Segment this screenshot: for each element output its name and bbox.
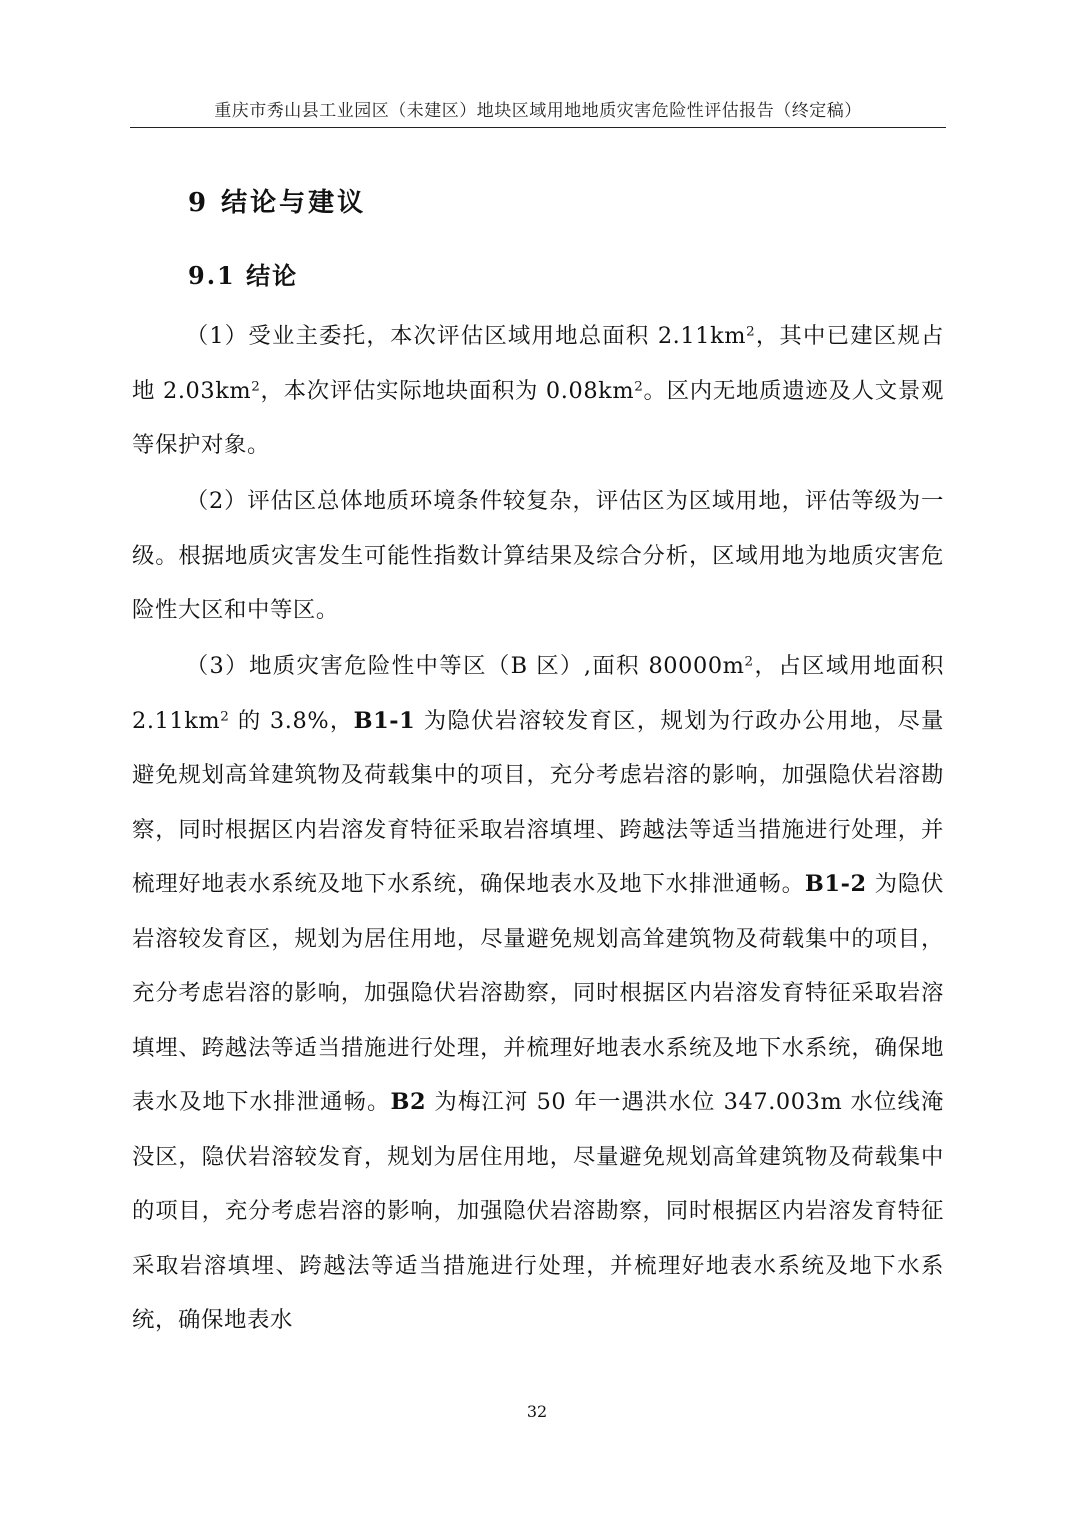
p1-sup-2: 2 — [251, 379, 261, 395]
p1-text-d: 。区内无地质遗迹及人文景观等保护对象。 — [132, 377, 945, 458]
subsection-heading: 9.1 结论 — [188, 261, 299, 290]
running-header: 重庆市秀山县工业园区（未建区）地块区域用地地质灾害危险性评估报告（终定稿） — [214, 101, 862, 121]
p3-text-e: 为隐伏岩溶较发育区，规划为居住用地，尽量避免规划高耸建筑物及荷载集中的项目，充分考虑岩溶的影响，加强隐伏岩溶勘察，同时根据区内岩溶发育特征采取岩溶填埋、跨越法等适当措施进行处理，并梳理好地表水系统及地下水系统，确保地表水及地下水排泄通畅。 — [132, 871, 944, 1115]
p3-zone-b1-2: B1-2 — [804, 871, 867, 897]
header-rule — [130, 127, 946, 128]
p3-zone-b1-1: B1-1 — [353, 707, 416, 734]
p1-text-c: ，本次评估实际地块面积为 0.08km — [260, 377, 635, 404]
paragraph-1 — [132, 309, 944, 473]
p1-text-a: （1）受业主委托，本次评估区域用地总面积 2.11km — [185, 323, 747, 349]
p3-text-a: （3）地质灾害危险性中等区（B 区）,面积 80000m — [185, 653, 745, 679]
p1-text-b: ，其中已建区规占地 2.03km — [132, 323, 944, 404]
p1-sup-1: 2 — [746, 324, 756, 340]
p2-text: （2）评估区总体地质环境条件较复杂，评估区为区域用地，评估等级为一级。根据地质灾害发生可能性指数计算结果及综合分析，区域用地为地质灾害危险性大区和中等区。 — [132, 488, 944, 623]
paragraph-3 — [132, 639, 944, 1348]
p3-zone-b2: B2 — [390, 1089, 427, 1115]
p3-text-c: 的 3.8%， — [229, 707, 354, 734]
p3-sup-1: 2 — [744, 654, 754, 670]
p3-text-f: 为梅江河 50 年一遇洪水位 347.003m 水位线淹没区，隐伏岩溶较发育，规划为居住用地，尽量避免规划高耸建筑物及荷载集中的项目，充分考虑岩溶的影响，加强隐伏岩溶勘察，同时根据区内岩溶发育特征采取岩溶填埋、跨越法等适当措施进行处理，并梳理好地表水系统及地下水系统，确保地表水 — [132, 1089, 944, 1333]
page-number: 32 — [526, 1402, 548, 1421]
section-heading: 9 结论与建议 — [188, 188, 367, 218]
p1-sup-3: 2 — [634, 379, 644, 395]
p3-text-d: 为隐伏岩溶较发育区，规划为行政办公用地，尽量避免规划高耸建筑物及荷载集中的项目，充分考虑岩溶的影响，加强隐伏岩溶勘察，同时根据区内岩溶发育特征采取岩溶填埋、跨越法等适当措施进行处理，并梳理好地表水系统及地下水系统，确保地表水及地下水排泄通畅。 — [132, 707, 944, 897]
paragraph-2 — [132, 474, 944, 638]
p3-sup-2: 2 — [220, 709, 230, 725]
p3-text-b: ，占区域用地面积 2.11km — [132, 653, 944, 734]
